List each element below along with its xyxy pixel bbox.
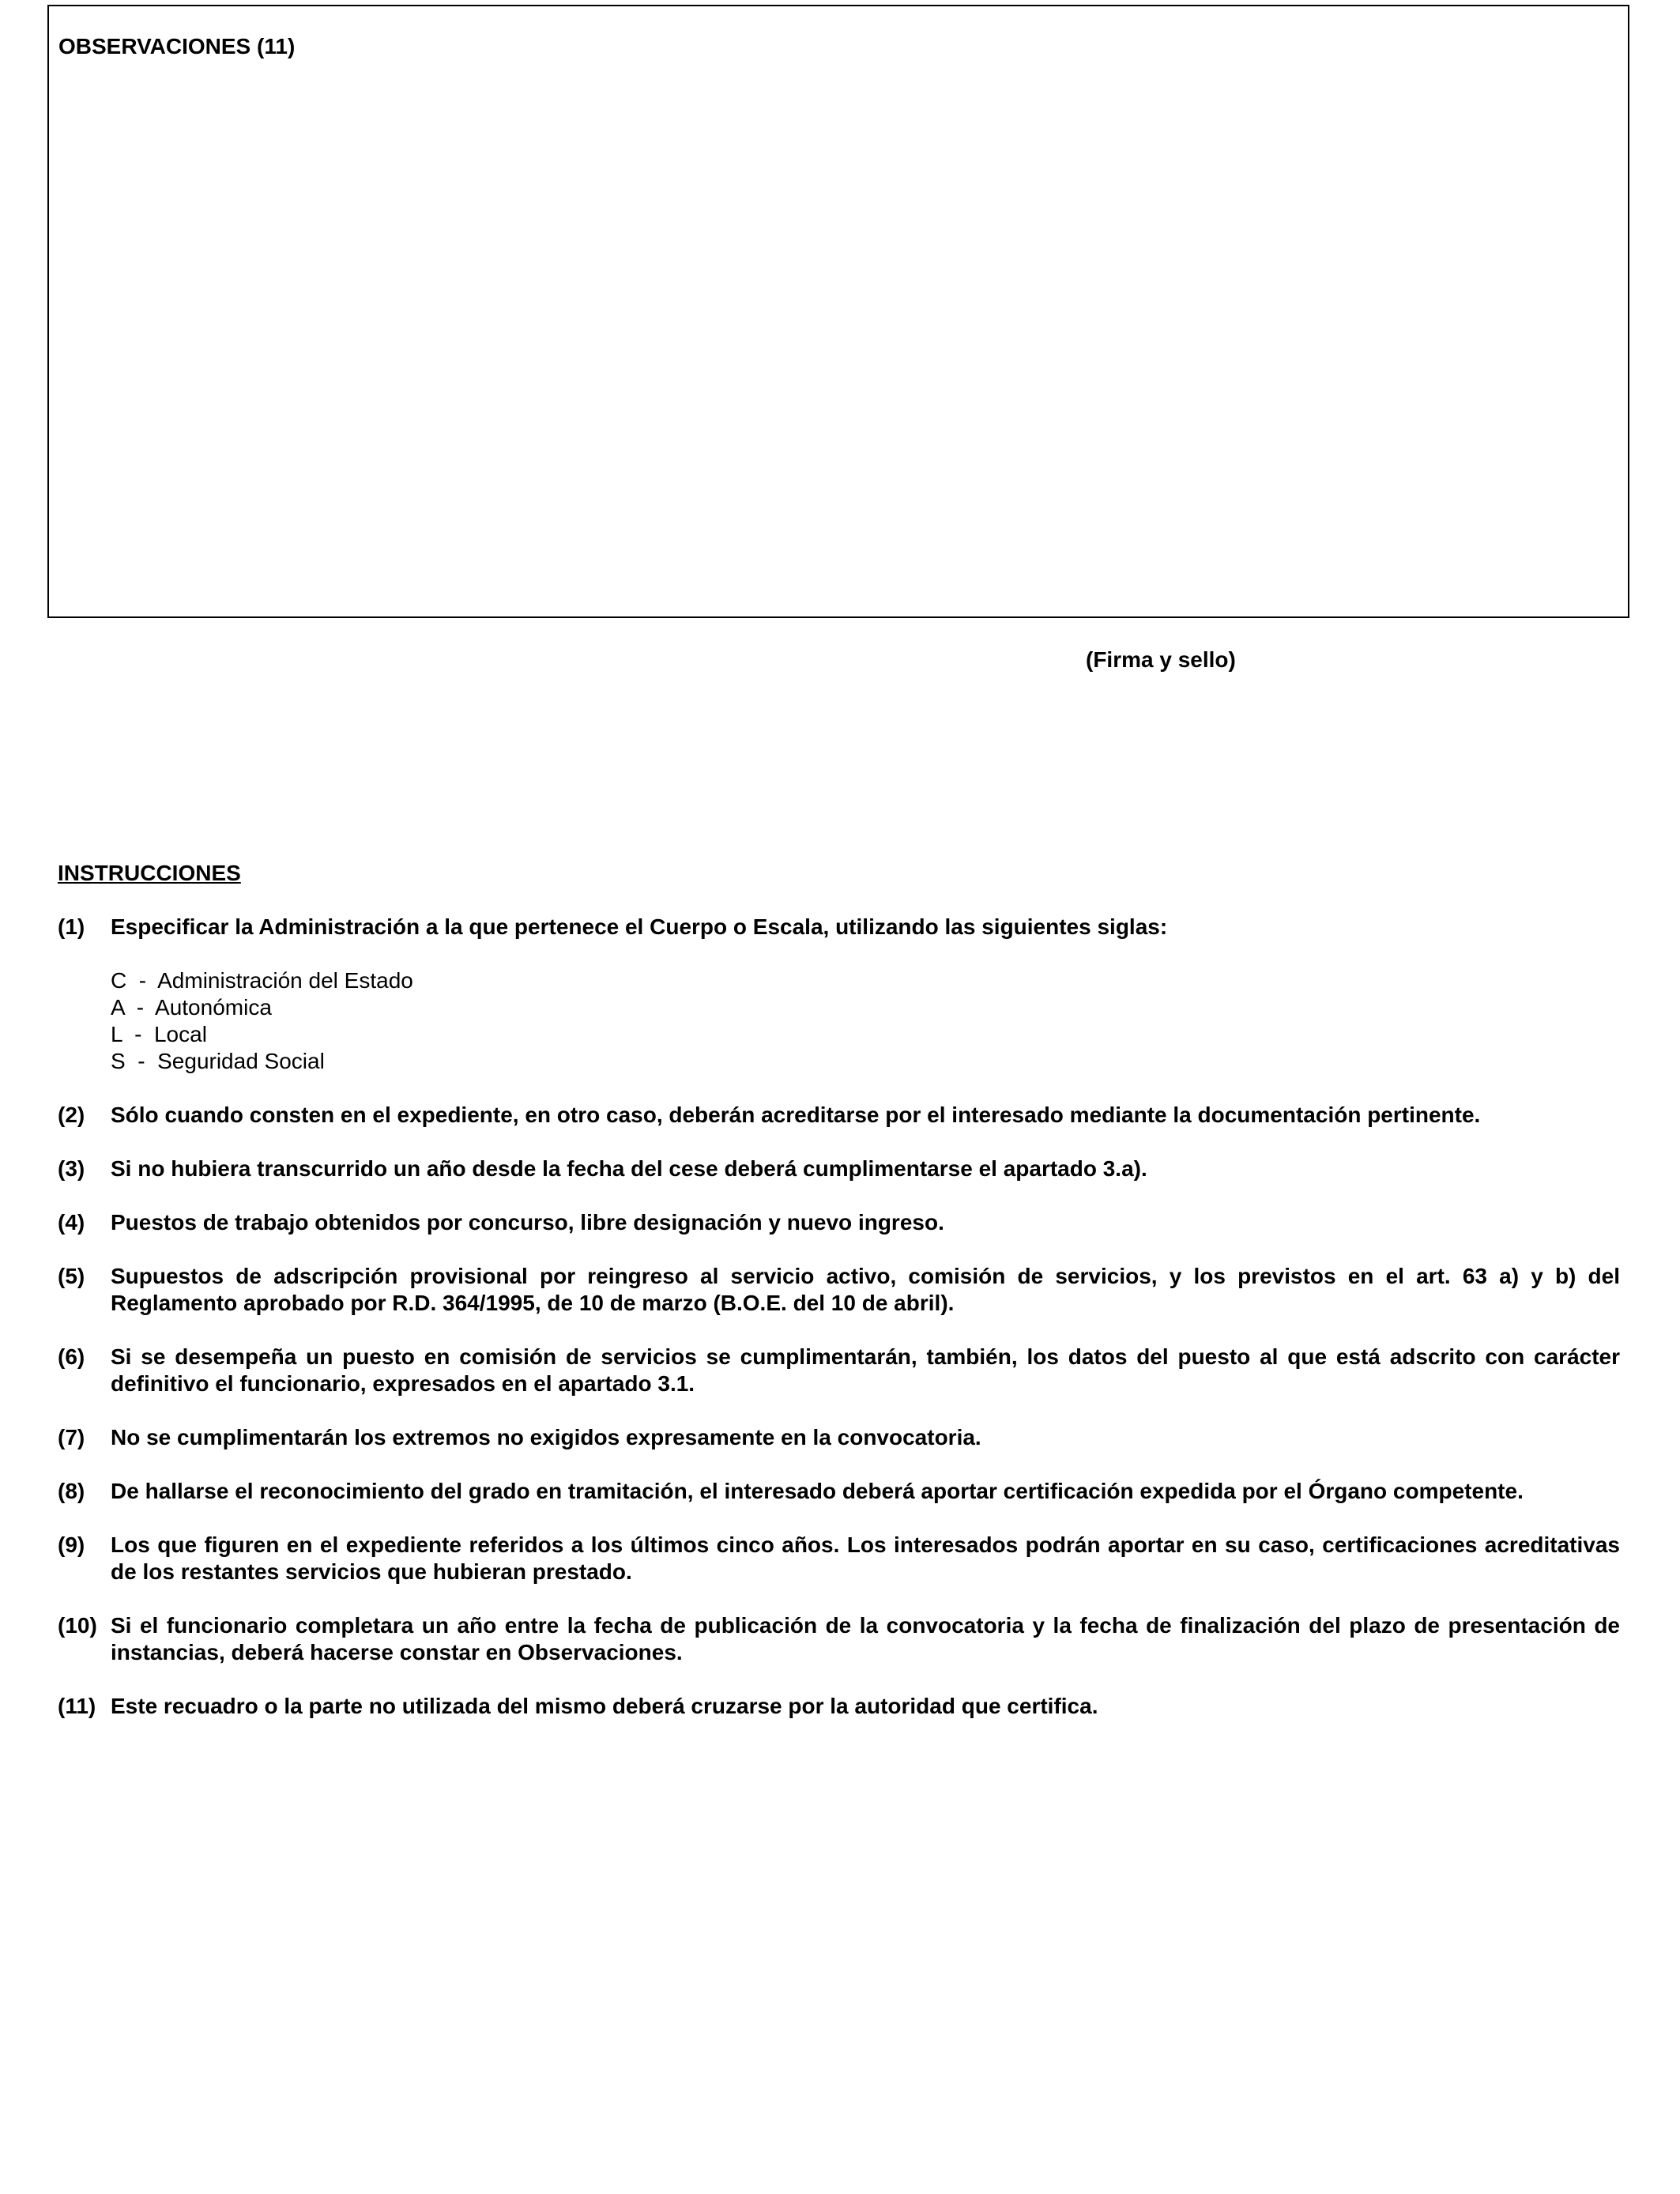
instruccion-item	[58, 1344, 1620, 1397]
sigla-item: S - Seguridad Social	[111, 1049, 325, 1073]
instruccion-item	[58, 1263, 1620, 1317]
instruccion-number: (11)	[58, 1694, 96, 1718]
instruccion-item	[58, 1478, 1620, 1505]
instruccion-number: (2)	[58, 1103, 85, 1127]
instruccion-text: Este recuadro o la parte no utilizada del mismo deberá cruzarse por la autoridad que certifica.	[111, 1694, 1098, 1718]
instruccion-item	[58, 1424, 1620, 1451]
instruccion-text: No se cumplimentarán los extremos no exigidos expresamente en la convocatoria.	[111, 1425, 981, 1449]
instruccion-number: (5)	[58, 1264, 85, 1288]
instruccion-number: (3)	[58, 1156, 85, 1181]
instruccion-item	[58, 1532, 1620, 1585]
instruccion-item	[58, 1155, 1620, 1182]
instruccion-text: Sólo cuando consten en el expediente, en otro caso, deberán acreditarse por el interesado mediante la documentación pertinente.	[111, 1103, 1481, 1127]
instrucciones-section	[58, 860, 1620, 1747]
instruccion-item	[58, 914, 1620, 1075]
instruccion-text: Si se desempeña un puesto en comisión de servicios se cumplimentarán, también, los datos del puesto al que está adscrito con carácter definitivo el funcionario, expresados en el apartado 3.1.	[111, 1344, 1620, 1396]
instruccion-item	[58, 1693, 1620, 1720]
instruccion-text: De hallarse el reconocimiento del grado en tramitación, el interesado deberá aportar certificación expedida por el Órgano competente.	[111, 1479, 1524, 1503]
observaciones-box	[47, 5, 1629, 618]
observaciones-title: OBSERVACIONES (11)	[58, 34, 296, 58]
instruccion-item	[58, 1612, 1620, 1666]
instruccion-number: (10)	[58, 1613, 97, 1638]
instruccion-text: Especificar la Administración a la que pertenece el Cuerpo o Escala, utilizando las siguientes siglas:	[111, 914, 1168, 939]
instruccion-number: (6)	[58, 1344, 85, 1369]
sigla-item: L - Local	[111, 1022, 207, 1046]
instruccion-text: Puestos de trabajo obtenidos por concurso, libre designación y nuevo ingreso.	[111, 1210, 944, 1235]
instruccion-text: Si no hubiera transcurrido un año desde la fecha del cese deberá cumplimentarse el apartado 3.a).	[111, 1156, 1147, 1181]
instrucciones-title: INSTRUCCIONES	[58, 861, 241, 885]
instruccion-number: (4)	[58, 1210, 85, 1235]
instruccion-number: (1)	[58, 914, 85, 939]
sigla-item: C - Administración del Estado	[111, 968, 413, 993]
instruccion-body	[111, 914, 1620, 1075]
instruccion-item	[58, 1102, 1620, 1129]
instruccion-number: (7)	[58, 1425, 85, 1449]
firma-y-sello-label: (Firma y sello)	[1086, 647, 1236, 672]
instruccion-number: (8)	[58, 1479, 85, 1503]
instruccion-text: Si el funcionario completara un año entre la fecha de publicación de la convocatoria y la fecha de finalización del plazo de presentación de instancias, deberá hacerse constar en Observaciones.	[111, 1613, 1620, 1664]
siglas-list	[111, 967, 1620, 1075]
instruccion-text: Los que figuren en el expediente referidos a los últimos cinco años. Los interesados podrán aportar en su caso, certificaciones acreditativas de los restantes servicios que hubieran prestado.	[111, 1532, 1620, 1584]
instruccion-number: (9)	[58, 1532, 85, 1557]
instruccion-text: Supuestos de adscripción provisional por reingreso al servicio activo, comisión de servicios, y los previstos en el art. 63 a) y b) del Reglamento aprobado por R.D. 364/1995, de 10 de marzo (B.O.E. del 10 de abril).	[111, 1264, 1620, 1315]
sigla-item: A - Autonómica	[111, 995, 272, 1020]
instruccion-item	[58, 1209, 1620, 1236]
